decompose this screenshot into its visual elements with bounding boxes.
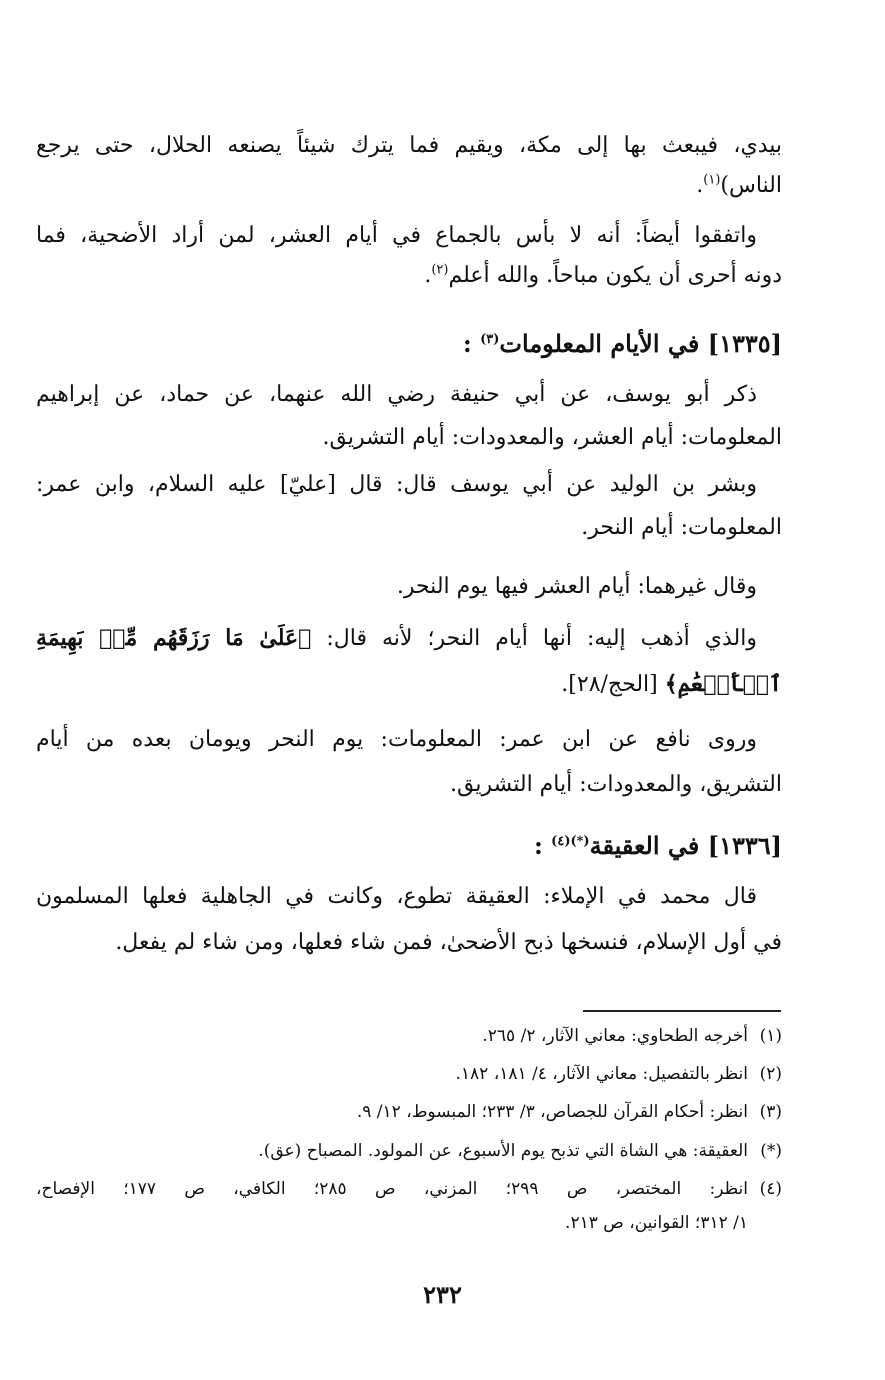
section-heading [36, 826, 782, 866]
footnote-ref-3[interactable]: (٣) [480, 332, 500, 347]
paragraph-line: بيدي، فيبعث بها إلى مكة، ويقيم فما يترك شيئاً يصنعه الحلال، حتى يرجع [36, 133, 782, 158]
heading-text: [١٣٣٦] في العقيقة [589, 831, 782, 860]
quran-quote: ٱلۡأَنۡعَٰمِ﴾ [664, 671, 782, 697]
footnote-number: (٢) [759, 1064, 782, 1084]
punctuation: : [533, 831, 543, 860]
punctuation: . [696, 173, 704, 198]
punctuation: . [424, 263, 432, 288]
paragraph-line [36, 256, 782, 296]
footnote-ref-4[interactable]: (*)(٤) [551, 834, 590, 849]
footnote [36, 1059, 782, 1089]
footnote-number: (٤) [759, 1179, 782, 1199]
paragraph-line: المعلومات: أيام العشر، والمعدودات: أيام التشريق. [322, 425, 782, 450]
footnote-text: انظر بالتفصيل: معاني الآثار، ٤/ ١٨١، ١٨٢. [455, 1064, 748, 1084]
footnote-text: العقيقة: هي الشاة التي تذبح يوم الأسبوع، عن المولود. المصباح (عق). [258, 1141, 748, 1161]
footnote-number: (١) [759, 1026, 782, 1046]
text-run: الناس) [720, 173, 782, 198]
paragraph-line: في أول الإسلام، فنسخها ذبح الأضحىٰ، فمن شاء فعلها، ومن شاء لم يفعل. [115, 930, 782, 955]
page-number: ٢٣٢ [423, 1280, 462, 1309]
paragraph-line: وروى نافع عن ابن عمر: المعلومات: يوم النحر ويومان بعده من أيام [36, 727, 757, 752]
text-run: دونه أحرى أن يكون مباحاً. والله أعلم [448, 263, 782, 288]
paragraph-line: واتفقوا أيضاً: أنه لا بأس بالجماع في أيام العشر، لمن أراد الأضحية، فما [36, 223, 757, 248]
paragraph-line [36, 166, 782, 206]
footnote [36, 1136, 782, 1166]
footnote [36, 1097, 782, 1127]
text-run: والذي أذهب إليه: أنها أيام النحر؛ لأنه قال: [326, 626, 757, 651]
footnote-number: (*) [760, 1141, 782, 1161]
section-heading [36, 324, 782, 364]
paragraph-line: قال محمد في الإملاء: العقيقة تطوع، وكانت في الجاهلية فعلها المسلمون [36, 884, 757, 909]
footnote [36, 1174, 782, 1204]
footnote-text: أخرجه الطحاوي: معاني الآثار، ٢/ ٢٦٥. [482, 1026, 748, 1046]
paragraph-line: التشريق، والمعدودات: أيام التشريق. [450, 772, 782, 797]
footnote-number: (٣) [759, 1102, 782, 1122]
paragraph-line [36, 618, 757, 658]
quran-quote: ﴿عَلَىٰ مَا رَزَقَهُم مِّنۢ بَهِيمَةِ [36, 625, 312, 651]
footnote-separator [583, 1010, 781, 1012]
paragraph-line: وبشر بن الوليد عن أبي يوسف قال: قال [عليّ] عليه السلام، وابن عمر: [36, 472, 757, 497]
footnote [36, 1021, 782, 1051]
punctuation: : [462, 329, 472, 358]
footnote-text: انظر: المختصر، ص ٢٩٩؛ المزني، ص ٢٨٥؛ الكافي، ص ١٧٧؛ الإفصاح، [36, 1179, 748, 1199]
heading-text: [١٣٣٥] في الأيام المعلومات [499, 329, 782, 358]
footnote-text: انظر: أحكام القرآن للجصاص، ٣/ ٢٣٣؛ المبسوط، ١٢/ ٩. [356, 1102, 748, 1122]
paragraph-line: ذكر أبو يوسف، عن أبي حنيفة رضي الله عنهما، عن حماد، عن إبراهيم [36, 382, 757, 407]
footnote-continuation: ١/ ٣١٢؛ القوانين، ص ٢١٣. [565, 1213, 748, 1233]
footnote-ref-2[interactable]: (٢) [431, 262, 449, 278]
paragraph-line [36, 664, 782, 704]
paragraph-line: المعلومات: أيام النحر. [581, 515, 782, 540]
footnote-ref-1[interactable]: (١) [703, 172, 721, 188]
citation: [الحج/٢٨]. [561, 672, 658, 697]
paragraph-line: وقال غيرهما: أيام العشر فيها يوم النحر. [396, 574, 757, 599]
